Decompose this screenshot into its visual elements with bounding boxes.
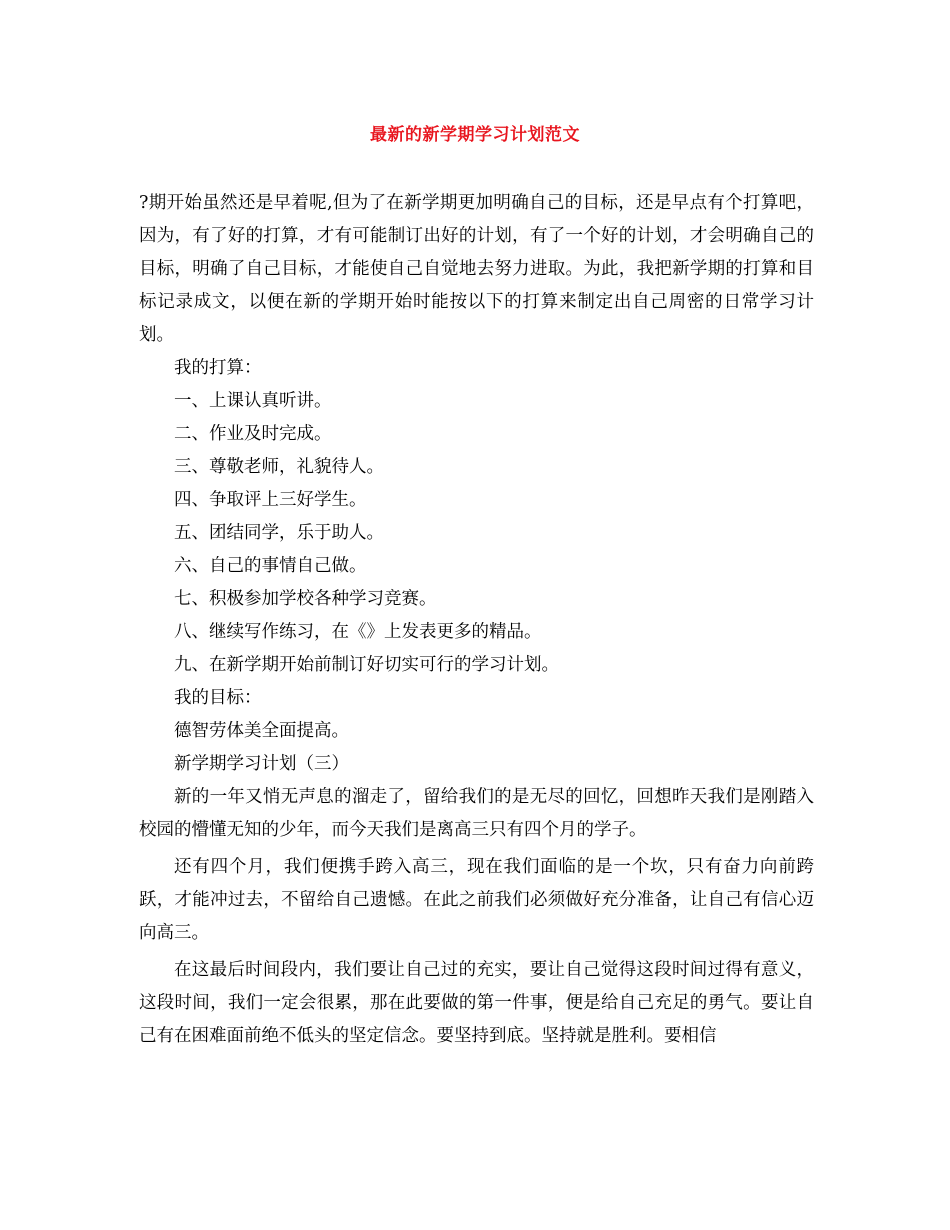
goal-heading: 我的目标：: [174, 688, 262, 708]
plan-item-9: 九、在新学期开始前制订好切实可行的学习计划。: [174, 655, 559, 675]
body-paragraph-3: 在这最后时间段内，我们要让自己过的充实，要让自己觉得这段时间过得有意义，这段时间，我们一定会很累，那在此要做的第一件事，便是给自己充足的勇气。要让自己有在困难面前绝不低头的坚定信念。要坚持到底。坚持就是胜利。要相信: [139, 960, 814, 1046]
plan-heading: 我的打算：: [174, 358, 262, 378]
plan-item-2: 二、作业及时完成。: [174, 424, 332, 444]
plan-item-5: 五、团结同学，乐于助人。: [174, 523, 384, 543]
body-paragraph-1: 新的一年又悄无声息的溜走了，留给我们的是无尽的回忆，回想昨天我们是刚踏入校园的懵懂无知的少年，而今天我们是离高三只有四个月的学子。: [139, 787, 814, 840]
goal-text: 德智劳体美全面提高。: [174, 721, 349, 741]
intro-paragraph: ?期开始虽然还是早着呢,但为了在新学期更加明确自己的目标，还是早点有个打算吧，因为，有了好的打算，才有可能制订出好的计划，有了一个好的计划，才会明确自己的目标，明确了自己目标，才能使自己自觉地去努力进取。为此，我把新学期的打算和目标记录成文，以便在新的学期开始时能按以下的打算来制定出自己周密的日常学习计划。: [139, 193, 814, 345]
section-heading: 新学期学习计划（三）: [174, 754, 349, 774]
plan-item-7: 七、积极参加学校各种学习竞赛。: [174, 589, 437, 609]
plan-item-3: 三、尊敬老师，礼貌待人。: [174, 457, 384, 477]
document-title: 最新的新学期学习计划范文: [370, 125, 580, 145]
plan-item-6: 六、自己的事情自己做。: [174, 556, 367, 576]
body-paragraph-2: 还有四个月，我们便携手跨入高三，现在我们面临的是一个坎，只有奋力向前跨跃，才能冲过去，不留给自己遗憾。在此之前我们必须做好充分准备，让自己有信心迈向高三。: [139, 857, 814, 943]
document-body: [139, 187, 814, 1053]
plan-item-4: 四、争取评上三好学生。: [174, 490, 367, 510]
plan-item-1: 一、上课认真听讲。: [174, 391, 332, 411]
plan-item-8: 八、继续写作练习，在《》上发表更多的精品。: [174, 622, 542, 642]
